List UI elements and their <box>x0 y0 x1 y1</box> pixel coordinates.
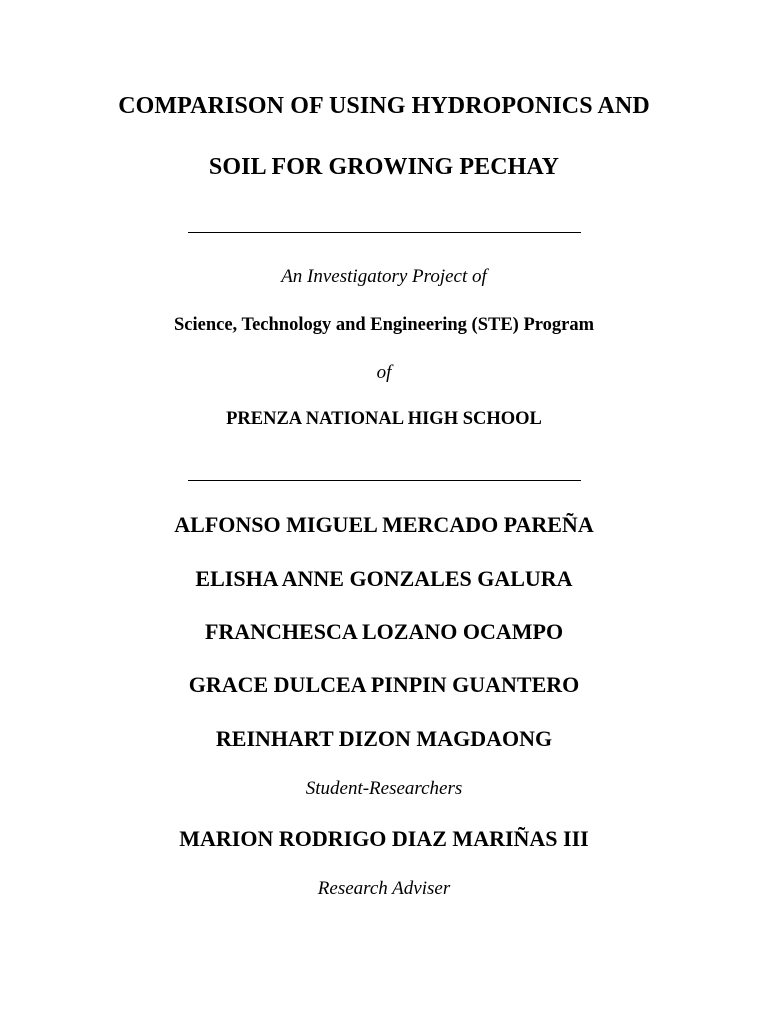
intro-text: An Investigatory Project of <box>281 266 487 287</box>
student-researchers-role: Student-Researchers <box>305 778 463 799</box>
title-line-1: COMPARISON OF USING HYDROPONICS AND <box>118 93 650 119</box>
program-name: Science, Technology and Engineering (STE) Program <box>173 315 595 335</box>
school-name: PRENZA NATIONAL HIGH SCHOOL <box>226 409 542 429</box>
student-researcher-name: ELISHA ANNE GONZALES GALURA <box>195 566 573 591</box>
student-researcher-name: ALFONSO MIGUEL MERCADO PAREÑA <box>174 512 594 537</box>
student-researcher-name: GRACE DULCEA PINPIN GUANTERO <box>188 672 580 697</box>
student-researcher-name: REINHART DIZON MAGDAONG <box>215 726 553 751</box>
of-text: of <box>376 362 392 383</box>
adviser-role: Research Adviser <box>317 878 451 899</box>
adviser-name: MARION RODRIGO DIAZ MARIÑAS III <box>179 826 589 851</box>
title-line-2: SOIL FOR GROWING PECHAY <box>208 154 560 180</box>
student-researcher-name: FRANCHESCA LOZANO OCAMPO <box>204 619 564 644</box>
divider-bottom <box>188 480 581 481</box>
divider-top <box>188 232 581 233</box>
